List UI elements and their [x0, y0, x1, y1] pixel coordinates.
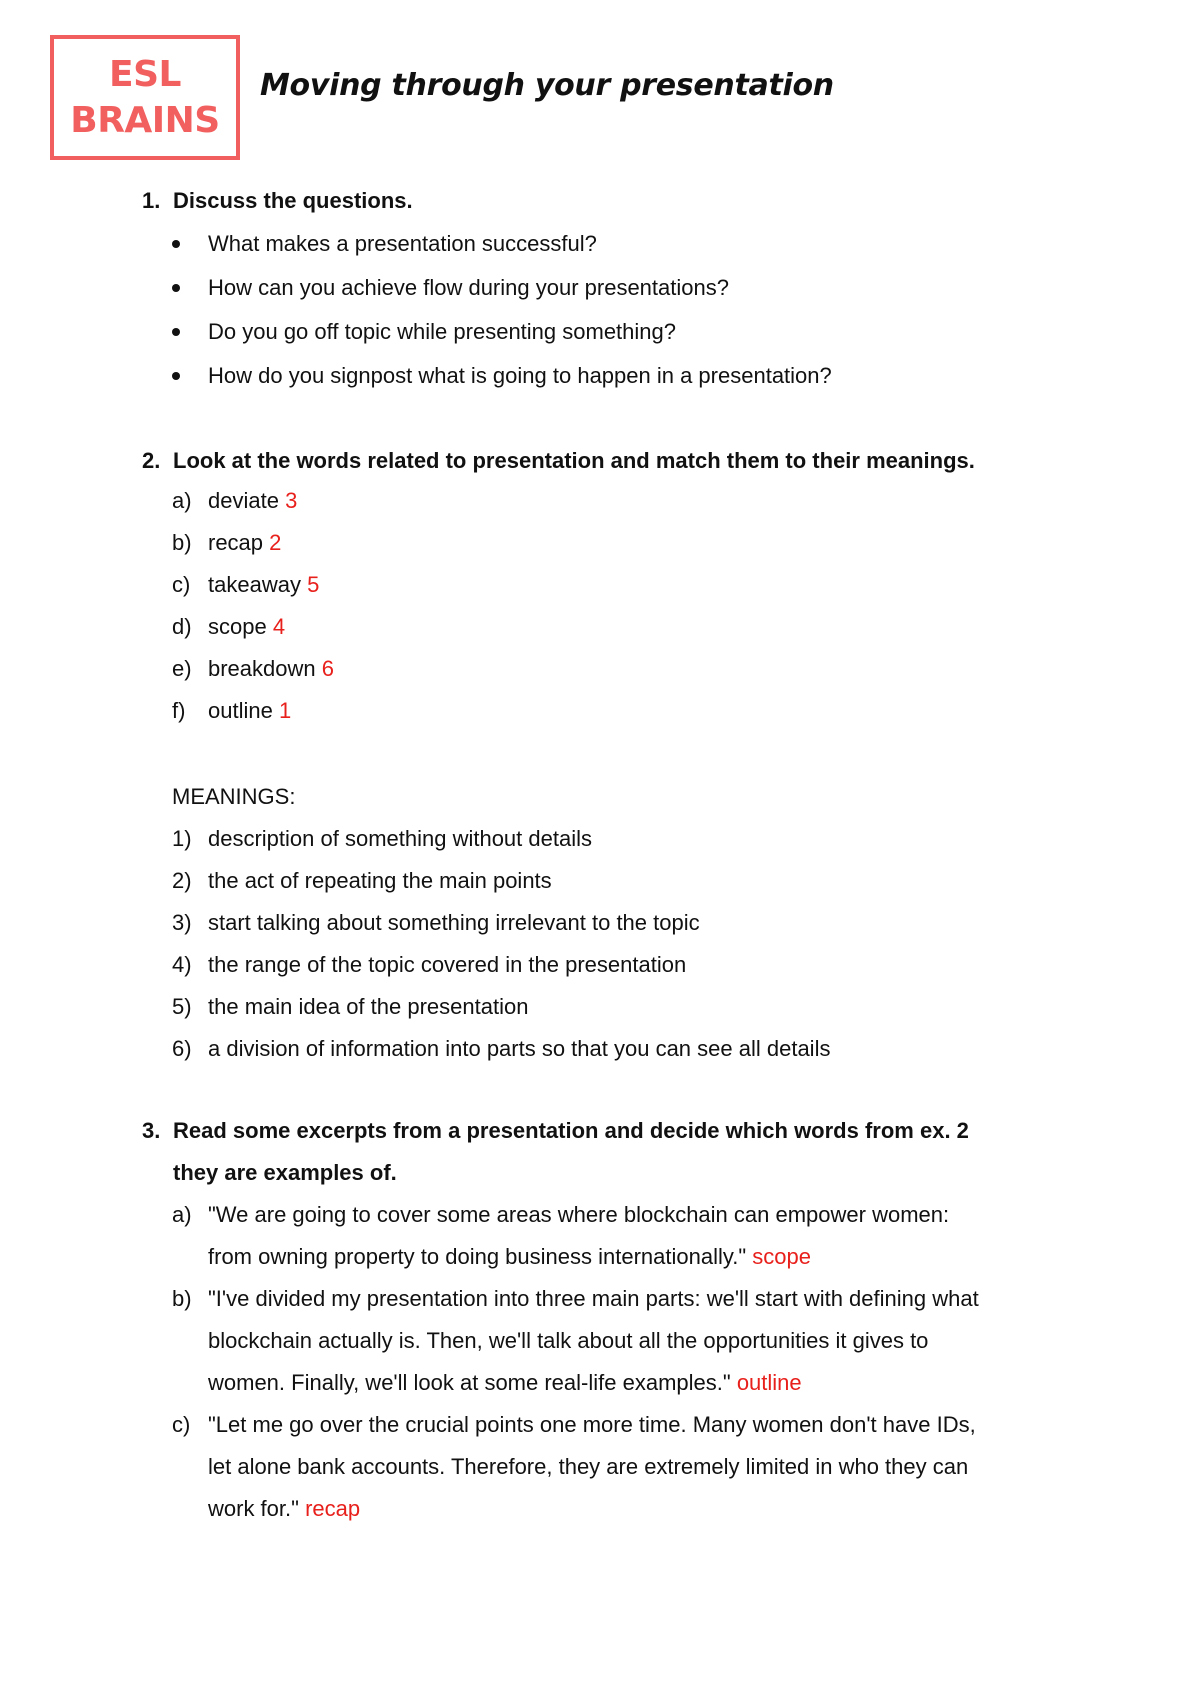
excerpt-text: from owning property to doing business internationally." — [208, 1244, 747, 1269]
excerpt-line — [0, 1320, 979, 1362]
logo-line-1: ESL — [109, 53, 181, 95]
excerpt-line — [0, 1488, 979, 1530]
question-text: Do you go off topic while presenting something? — [208, 319, 676, 344]
item-marker: b) — [172, 1286, 192, 1311]
word-entry — [208, 690, 291, 732]
excerpt-text: let alone bank accounts. Therefore, they are extremely limited in who they can — [208, 1454, 969, 1479]
excerpt-text: women. Finally, we'll look at some real-life examples." — [208, 1370, 731, 1395]
section-3-heading — [142, 1110, 969, 1152]
excerpt-line — [0, 1236, 979, 1278]
answer: 5 — [307, 572, 320, 597]
section-3-heading-line-1: Read some excerpts from a presentation and decide which words from ex. 2 — [173, 1118, 969, 1143]
item-marker: 5) — [172, 994, 192, 1019]
excerpt-line — [0, 1278, 979, 1320]
section-3-number: 3. — [142, 1118, 161, 1143]
section-2-number: 2. — [142, 448, 161, 473]
word-entry — [208, 648, 334, 690]
logo-line-2: BRAINS — [70, 99, 220, 141]
meaning-text: the main idea of the presentation — [208, 994, 529, 1019]
word: recap — [208, 530, 264, 555]
section-3-heading-line-2: they are examples of. — [173, 1160, 397, 1185]
section-2-heading — [142, 440, 975, 482]
word: outline — [208, 698, 273, 723]
word: deviate — [208, 488, 279, 513]
word: scope — [208, 614, 267, 639]
answer: 6 — [321, 656, 335, 681]
answer: recap — [305, 1496, 361, 1521]
item-marker: 4) — [172, 952, 192, 977]
bullet-icon — [172, 328, 180, 336]
word-entry — [208, 606, 285, 648]
word: takeaway — [208, 572, 301, 597]
bullet-icon — [172, 372, 180, 380]
meaning-text: description of something without details — [208, 826, 592, 851]
item-marker: c) — [172, 1412, 191, 1437]
word-entry — [208, 480, 297, 522]
excerpts-list — [0, 1194, 979, 1530]
excerpt-line — [0, 1404, 979, 1446]
item-marker: 6) — [172, 1036, 192, 1061]
meaning-text: a division of information into parts so that you can see all details — [208, 1036, 831, 1061]
excerpt-text: work for." — [208, 1496, 299, 1521]
esl-brains-logo — [50, 35, 240, 160]
meaning-text: start talking about something irrelevant to the topic — [208, 910, 700, 935]
list-item — [0, 1194, 979, 1278]
bullet-icon — [172, 284, 180, 292]
item-marker: a) — [172, 1202, 192, 1227]
excerpt-text: "We are going to cover some areas where blockchain can empower women: — [208, 1202, 950, 1227]
word-entry — [208, 522, 281, 564]
question-text: What makes a presentation successful? — [208, 231, 597, 256]
item-marker: f) — [172, 698, 186, 723]
section-1-heading — [142, 180, 413, 222]
item-marker: e) — [172, 656, 192, 681]
item-marker: a) — [172, 488, 192, 513]
item-marker: 2) — [172, 868, 192, 893]
section-2-heading-text: Look at the words related to presentation and match them to their meanings. — [173, 448, 975, 473]
excerpt-text: "I've divided my presentation into three main parts: we'll start with defining what — [208, 1286, 979, 1311]
meaning-text: the act of repeating the main points — [208, 868, 552, 893]
list-item — [0, 1404, 979, 1530]
list-item — [0, 1278, 979, 1404]
item-marker: 3) — [172, 910, 192, 935]
section-1-heading-text: Discuss the questions. — [173, 188, 413, 213]
word: breakdown — [208, 656, 316, 681]
page-title: Moving through your presentation — [260, 68, 834, 103]
question-text: How do you signpost what is going to happen in a presentation? — [208, 363, 832, 388]
word-entry — [208, 564, 319, 606]
excerpt-line — [0, 1362, 979, 1404]
excerpt-text: blockchain actually is. Then, we'll talk about all the opportunities it gives to — [208, 1328, 929, 1353]
answer: 1 — [278, 698, 292, 723]
question-text: How can you achieve flow during your presentations? — [208, 275, 729, 300]
section-1-number: 1. — [142, 188, 161, 213]
answer: 3 — [285, 488, 298, 513]
answer: 2 — [269, 530, 282, 555]
item-marker: d) — [172, 614, 192, 639]
answer: scope — [752, 1244, 811, 1269]
item-marker: c) — [172, 572, 191, 597]
bullet-icon — [172, 240, 180, 248]
answer: 4 — [272, 614, 286, 639]
excerpt-line — [0, 1446, 979, 1488]
excerpt-text: "Let me go over the crucial points one more time. Many women don't have IDs, — [208, 1412, 976, 1437]
excerpt-line — [0, 1194, 979, 1236]
item-marker: b) — [172, 530, 192, 555]
meanings-label: MEANINGS: — [172, 784, 296, 809]
meaning-text: the range of the topic covered in the presentation — [208, 952, 687, 977]
answer: outline — [736, 1370, 802, 1395]
item-marker: 1) — [172, 826, 192, 851]
